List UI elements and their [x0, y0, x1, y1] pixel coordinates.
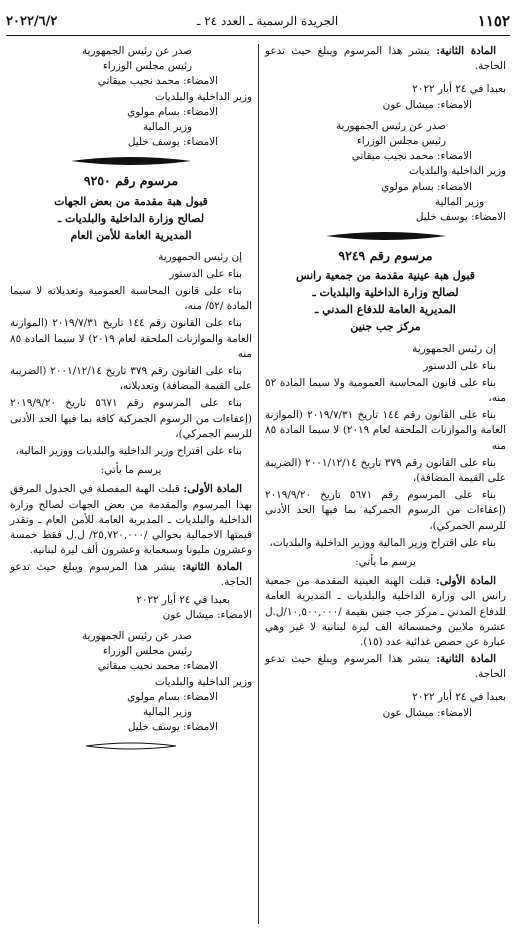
- finance-title: وزير المالية: [142, 120, 192, 133]
- section-divider: [10, 156, 252, 166]
- article-label: المادة الأولى:: [435, 575, 496, 588]
- signature-interior: الامضاء: بسام مولوي: [127, 105, 218, 118]
- issued-by-line: صدر عن رئيس الجمهورية: [335, 119, 446, 132]
- preamble-accounting: بناء على قانون المحاسبة العمومية ولا سيما المادة ٥٢ منه،: [265, 376, 506, 405]
- pm-title: رئيس مجلس الوزراء: [102, 60, 192, 73]
- date-line: بعبدا في ٢٤ أيار ٢٠٢٢: [412, 691, 506, 704]
- signature-interior: الامضاء: بسام مولوي: [127, 690, 218, 703]
- signature-president: الامضاء: ميشال عون: [382, 706, 472, 719]
- preamble-proposal: بناء على اقتراح وزير المالية ووزير الداخلية والبلديات،: [269, 536, 496, 549]
- article-2b-paragraph: [265, 652, 506, 682]
- preamble-law-144: بناء على القانون رقم ١٤٤ تاريخ ٢٠١٩/٧/٣١ (الموازنة العامة والموازنات الملحقة لعام ٢٠١٩) لا سيما المادة ٨٥ منه: [265, 409, 506, 452]
- article-label: المادة الأولى:: [183, 483, 242, 496]
- preamble-accounting: بناء على قانون المحاسبة العمومية وتعديلاته لا سيما المادة /٥٢/ منه،: [10, 285, 252, 313]
- right-column: [258, 44, 512, 924]
- decrees-line: يرسم ما يأتي:: [100, 464, 162, 477]
- decree-subtitle-2: لصالح وزارة الداخلية والبلديات ـ: [57, 211, 205, 225]
- finance-title: وزير المالية: [142, 705, 192, 718]
- signature-president: الامضاء: ميشال عون: [162, 608, 252, 621]
- left-column: [4, 44, 258, 924]
- decree-title: مرسوم رقم ٩٢٥٠: [83, 173, 179, 189]
- end-divider: [10, 741, 252, 751]
- issued-by-line: صدر عن رئيس الجمهورية: [81, 630, 192, 643]
- signature-finance: الامضاء: يوسف خليل: [127, 721, 218, 734]
- signature-pm: الامضاء: محمد نجيب ميقاتي: [351, 150, 472, 163]
- article-text: ينشر هذا المرسوم ويبلغ حيث تدعو الحاجة.: [10, 561, 252, 589]
- signature-finance: الامضاء: يوسف خليل: [127, 136, 218, 149]
- pm-title: رئيس مجلس الوزراء: [356, 134, 446, 147]
- interior-title: وزير الداخلية والبلديات: [154, 90, 252, 103]
- article-1-paragraph: [265, 574, 506, 650]
- interior-title: وزير الداخلية والبلديات: [154, 675, 252, 688]
- preamble-law-144: بناء على القانون رقم ١٤٤ تاريخ ٢٠١٩/٧/٣١ (الموازنة العامة والموازنات الملحقة لعام ٢٠١٩) لا سيما المادة ٨٥ منه: [10, 317, 252, 360]
- page-number: ١١٥٢: [477, 12, 510, 30]
- signature-finance: الامضاء: يوسف خليل: [415, 210, 506, 223]
- article-2-paragraph: [10, 560, 252, 590]
- preamble-proposal: بناء على اقتراح وزير الداخلية والبلديات ووزير المالية،: [15, 444, 242, 457]
- date-line: بعبدا في ٢٤ أيار ٢٠٢٢: [136, 593, 230, 606]
- preamble-constitution: بناء على الدستور: [169, 267, 242, 280]
- decree-title: مرسوم رقم ٩٢٤٩: [338, 248, 433, 264]
- finance-title: وزير المالية: [434, 195, 484, 208]
- preamble-president: إن رئيس الجمهورية: [412, 342, 496, 355]
- decree-subtitle-1: قبول هبة مقدمة من بعض الجهات: [54, 194, 208, 208]
- date-line: بعبدا في ٢٤ أيار ٢٠٢٢: [412, 83, 506, 96]
- signature-president: الامضاء: ميشال عون: [382, 98, 472, 111]
- columns: [4, 44, 512, 924]
- article-label: المادة الثانية:: [436, 653, 497, 666]
- decree-subtitle-3: المديرية العامة للدفاع المدني ـ: [315, 303, 456, 317]
- signature-pm: الامضاء: محمد نجيب ميقاتي: [97, 75, 218, 88]
- article-label: المادة الثانية:: [436, 45, 497, 57]
- decree-subtitle-3: المديرية العامة للأمن العام: [70, 228, 192, 242]
- decree-subtitle-2: لصالح وزارة الداخلية والبلديات ـ: [312, 286, 459, 300]
- preamble-law-379: بناء على القانون رقم ٣٧٩ تاريخ ٢٠٠١/١٢/١٤ (الضريبة على القيمة المضافة) وتعديلاته،: [10, 365, 252, 393]
- preamble-decree-5671: بناء على المرسوم رقم ٥٦٧١ تاريخ ٢٠١٩/٩/٢٠ (إعفاءات من الرسوم الجمركية بما فيها الحد الأدنى للرسم الجمركي)،: [265, 489, 506, 532]
- page-header: [6, 10, 510, 36]
- article-2-paragraph: [265, 44, 506, 74]
- issued-by-line: صدر عن رئيس الجمهورية: [81, 45, 192, 57]
- decrees-line: يرسم ما يأتي:: [355, 555, 416, 568]
- article-1-paragraph: [10, 482, 252, 558]
- issue-date: ٢٠٢٢/٦/٢: [6, 13, 58, 29]
- decree-subtitle-4: مركز جب جنين: [350, 320, 421, 334]
- preamble-president: إن رئيس الجمهورية: [158, 250, 242, 263]
- article-text: ينشر هذا المرسوم ويبلغ حيث تدعو الحاجة.: [265, 45, 506, 73]
- preamble-decree-5671: بناء على المرسوم رقم ٥٦٧١ تاريخ ٢٠١٩/٩/٢٠ (إعفاءات من الرسوم الجمركية كافة بما فيها الحد الأدنى للرسم الجمركي)،: [10, 397, 252, 440]
- article-text: قبلت الهبة المفصلة في الجدول المرفق بهذا المرسوم والمقدمة من بعض الجهات لصالح وزارة الداخلية والبلديات ـ المديرية العامة للأمن العام ـ وتقدر قيمتها الاجمالية بحوالي /٢٥,٧٢٠,٠٠٠/ ل.ل فقط خمسة وعشرون مليونا وسبعماية وعشرون ألف ليرة لبنانية.: [10, 483, 253, 557]
- article-label: المادة الثانية:: [182, 561, 243, 574]
- signature-interior: الامضاء: بسام مولوي: [381, 180, 472, 193]
- interior-title: وزير الداخلية والبلديات: [408, 165, 506, 178]
- article-text: قبلت الهبة العينية المقدمة من جمعية رانس الى وزارة الداخلية والبلديات ـ المديرية العامة للدفاع المدني ـ مركز جب جنين بقيمة /١٠,٥٠٠,٠٠٠/ل.ل عشرة ملايين وخمسمائة الف ليرة لبنانية لا غير وهي عبارة عن حصص غذائية عدد (١٥).: [265, 575, 506, 648]
- preamble-constitution: بناء على الدستور: [423, 359, 496, 372]
- article-text: ينشر هذا المرسوم ويبلغ حيث تدعو الحاجة.: [265, 653, 506, 681]
- journal-name: الجريدة الرسمية ـ العدد ٢٤ ـ: [196, 14, 339, 28]
- section-divider: [265, 231, 506, 241]
- decree-subtitle-1: قبول هبة عينية مقدمة من جمعية رانس: [295, 269, 476, 283]
- pm-title: رئيس مجلس الوزراء: [102, 645, 192, 658]
- signature-pm: الامضاء: محمد نجيب ميقاتي: [97, 660, 218, 673]
- preamble-law-379: بناء على القانون رقم ٣٧٩ تاريخ ٢٠٠١/١٢/١٤ (الضريبة على القيمة المضافة)،: [265, 456, 506, 484]
